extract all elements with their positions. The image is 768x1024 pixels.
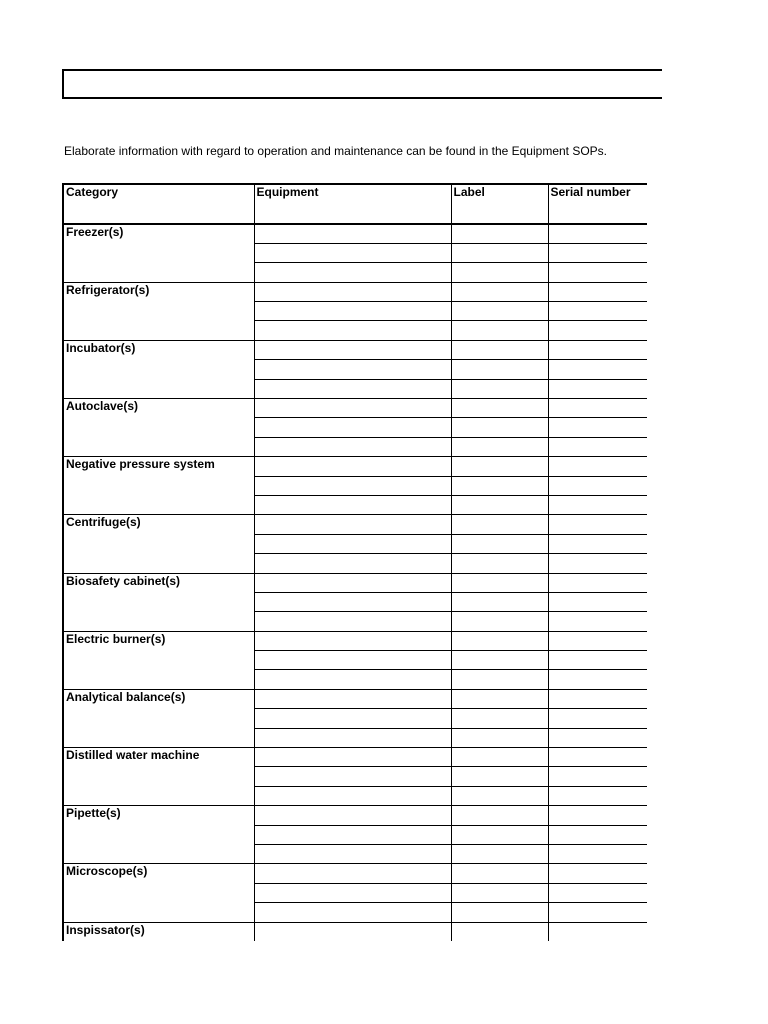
- equipment-cell[interactable]: [254, 554, 451, 573]
- equipment-cell[interactable]: [254, 379, 451, 398]
- table-row: [63, 631, 647, 650]
- serial-number-cell[interactable]: [548, 263, 647, 282]
- label-cell[interactable]: [451, 864, 548, 883]
- label-cell[interactable]: [451, 883, 548, 902]
- serial-number-cell[interactable]: [548, 340, 647, 359]
- label-cell[interactable]: [451, 592, 548, 611]
- table-header-row: [63, 184, 647, 224]
- serial-number-cell[interactable]: [548, 495, 647, 514]
- equipment-cell[interactable]: [254, 883, 451, 902]
- label-cell[interactable]: [451, 282, 548, 301]
- category-cell: Incubator(s): [63, 340, 254, 398]
- table-row: [63, 806, 647, 825]
- header-category: Category: [63, 184, 254, 224]
- serial-number-cell[interactable]: [548, 243, 647, 262]
- equipment-cell[interactable]: [254, 418, 451, 437]
- equipment-cell[interactable]: [254, 360, 451, 379]
- category-cell: Microscope(s): [63, 864, 254, 922]
- label-cell[interactable]: [451, 360, 548, 379]
- label-cell[interactable]: [451, 340, 548, 359]
- serial-number-cell[interactable]: [548, 651, 647, 670]
- equipment-cell[interactable]: [254, 476, 451, 495]
- serial-number-cell[interactable]: [548, 282, 647, 301]
- equipment-cell[interactable]: [254, 612, 451, 631]
- label-cell[interactable]: [451, 806, 548, 825]
- equipment-cell[interactable]: [254, 651, 451, 670]
- equipment-table: [62, 183, 647, 941]
- serial-number-cell[interactable]: [548, 573, 647, 592]
- serial-number-cell[interactable]: [548, 399, 647, 418]
- serial-number-cell[interactable]: [548, 515, 647, 534]
- equipment-cell[interactable]: [254, 573, 451, 592]
- label-cell[interactable]: [451, 922, 548, 941]
- table-row: [63, 340, 647, 359]
- header-label: Label: [451, 184, 548, 224]
- label-cell[interactable]: [451, 709, 548, 728]
- label-cell[interactable]: [451, 573, 548, 592]
- label-cell[interactable]: [451, 845, 548, 864]
- serial-number-cell[interactable]: [548, 302, 647, 321]
- equipment-cell[interactable]: [254, 767, 451, 786]
- equipment-cell[interactable]: [254, 302, 451, 321]
- category-cell: Pipette(s): [63, 806, 254, 864]
- serial-number-cell[interactable]: [548, 379, 647, 398]
- label-cell[interactable]: [451, 418, 548, 437]
- serial-number-cell[interactable]: [548, 457, 647, 476]
- serial-number-cell[interactable]: [548, 903, 647, 922]
- category-cell: Biosafety cabinet(s): [63, 573, 254, 631]
- serial-number-cell[interactable]: [548, 592, 647, 611]
- equipment-cell[interactable]: [254, 515, 451, 534]
- label-cell[interactable]: [451, 321, 548, 340]
- serial-number-cell[interactable]: [548, 612, 647, 631]
- equipment-cell[interactable]: [254, 689, 451, 708]
- table-row: [63, 224, 647, 243]
- category-cell: Freezer(s): [63, 224, 254, 282]
- label-cell[interactable]: [451, 243, 548, 262]
- label-cell[interactable]: [451, 728, 548, 747]
- serial-number-cell[interactable]: [548, 554, 647, 573]
- equipment-cell[interactable]: [254, 728, 451, 747]
- equipment-cell[interactable]: [254, 709, 451, 728]
- equipment-cell[interactable]: [254, 864, 451, 883]
- label-cell[interactable]: [451, 767, 548, 786]
- table-row: [63, 922, 647, 941]
- equipment-cell[interactable]: [254, 845, 451, 864]
- equipment-cell[interactable]: [254, 224, 451, 243]
- serial-number-cell[interactable]: [548, 534, 647, 553]
- title-box: [62, 69, 662, 99]
- label-cell[interactable]: [451, 263, 548, 282]
- serial-number-cell[interactable]: [548, 845, 647, 864]
- equipment-cell[interactable]: [254, 437, 451, 456]
- table-row: [63, 282, 647, 301]
- category-cell: Electric burner(s): [63, 631, 254, 689]
- table-row: [63, 457, 647, 476]
- label-cell[interactable]: [451, 651, 548, 670]
- equipment-cell[interactable]: [254, 399, 451, 418]
- equipment-cell[interactable]: [254, 670, 451, 689]
- table-row: [63, 689, 647, 708]
- equipment-cell[interactable]: [254, 825, 451, 844]
- label-cell[interactable]: [451, 495, 548, 514]
- equipment-cell[interactable]: [254, 457, 451, 476]
- header-serial-number: Serial number: [548, 184, 647, 224]
- category-cell: Centrifuge(s): [63, 515, 254, 573]
- table-row: [63, 515, 647, 534]
- label-cell[interactable]: [451, 476, 548, 495]
- serial-number-cell[interactable]: [548, 321, 647, 340]
- label-cell[interactable]: [451, 825, 548, 844]
- label-cell[interactable]: [451, 534, 548, 553]
- intro-text: Elaborate information with regard to operation and maintenance can be found in the Equipment SOPs.: [64, 144, 608, 158]
- serial-number-cell[interactable]: [548, 786, 647, 805]
- equipment-cell[interactable]: [254, 922, 451, 941]
- serial-number-cell[interactable]: [548, 864, 647, 883]
- table-row: [63, 399, 647, 418]
- serial-number-cell[interactable]: [548, 767, 647, 786]
- serial-number-cell[interactable]: [548, 728, 647, 747]
- serial-number-cell[interactable]: [548, 670, 647, 689]
- equipment-cell[interactable]: [254, 263, 451, 282]
- equipment-cell[interactable]: [254, 495, 451, 514]
- label-cell[interactable]: [451, 437, 548, 456]
- serial-number-cell[interactable]: [548, 806, 647, 825]
- equipment-cell[interactable]: [254, 806, 451, 825]
- serial-number-cell[interactable]: [548, 689, 647, 708]
- category-cell: Analytical balance(s): [63, 689, 254, 747]
- serial-number-cell[interactable]: [548, 709, 647, 728]
- label-cell[interactable]: [451, 631, 548, 650]
- label-cell[interactable]: [451, 515, 548, 534]
- table-row: [63, 573, 647, 592]
- category-cell: Autoclave(s): [63, 399, 254, 457]
- serial-number-cell[interactable]: [548, 437, 647, 456]
- equipment-cell[interactable]: [254, 786, 451, 805]
- serial-number-cell[interactable]: [548, 631, 647, 650]
- equipment-cell[interactable]: [254, 748, 451, 767]
- label-cell[interactable]: [451, 612, 548, 631]
- table-row: [63, 864, 647, 883]
- label-cell[interactable]: [451, 786, 548, 805]
- table-body: [63, 224, 647, 941]
- equipment-cell[interactable]: [254, 282, 451, 301]
- label-cell[interactable]: [451, 302, 548, 321]
- label-cell[interactable]: [451, 903, 548, 922]
- category-cell: Refrigerator(s): [63, 282, 254, 340]
- table-row: [63, 748, 647, 767]
- label-cell[interactable]: [451, 689, 548, 708]
- label-cell[interactable]: [451, 457, 548, 476]
- category-cell: Negative pressure system: [63, 457, 254, 515]
- equipment-cell[interactable]: [254, 592, 451, 611]
- label-cell[interactable]: [451, 399, 548, 418]
- equipment-cell[interactable]: [254, 534, 451, 553]
- serial-number-cell[interactable]: [548, 476, 647, 495]
- label-cell[interactable]: [451, 379, 548, 398]
- serial-number-cell[interactable]: [548, 418, 647, 437]
- category-cell: Distilled water machine: [63, 748, 254, 806]
- serial-number-cell[interactable]: [548, 360, 647, 379]
- serial-number-cell[interactable]: [548, 748, 647, 767]
- serial-number-cell[interactable]: [548, 825, 647, 844]
- equipment-cell[interactable]: [254, 243, 451, 262]
- equipment-cell[interactable]: [254, 340, 451, 359]
- serial-number-cell[interactable]: [548, 922, 647, 941]
- label-cell[interactable]: [451, 748, 548, 767]
- label-cell[interactable]: [451, 554, 548, 573]
- equipment-cell[interactable]: [254, 321, 451, 340]
- header-equipment: Equipment: [254, 184, 451, 224]
- equipment-cell[interactable]: [254, 903, 451, 922]
- label-cell[interactable]: [451, 224, 548, 243]
- label-cell[interactable]: [451, 670, 548, 689]
- equipment-cell[interactable]: [254, 631, 451, 650]
- serial-number-cell[interactable]: [548, 883, 647, 902]
- category-cell: Inspissator(s): [63, 922, 254, 941]
- serial-number-cell[interactable]: [548, 224, 647, 243]
